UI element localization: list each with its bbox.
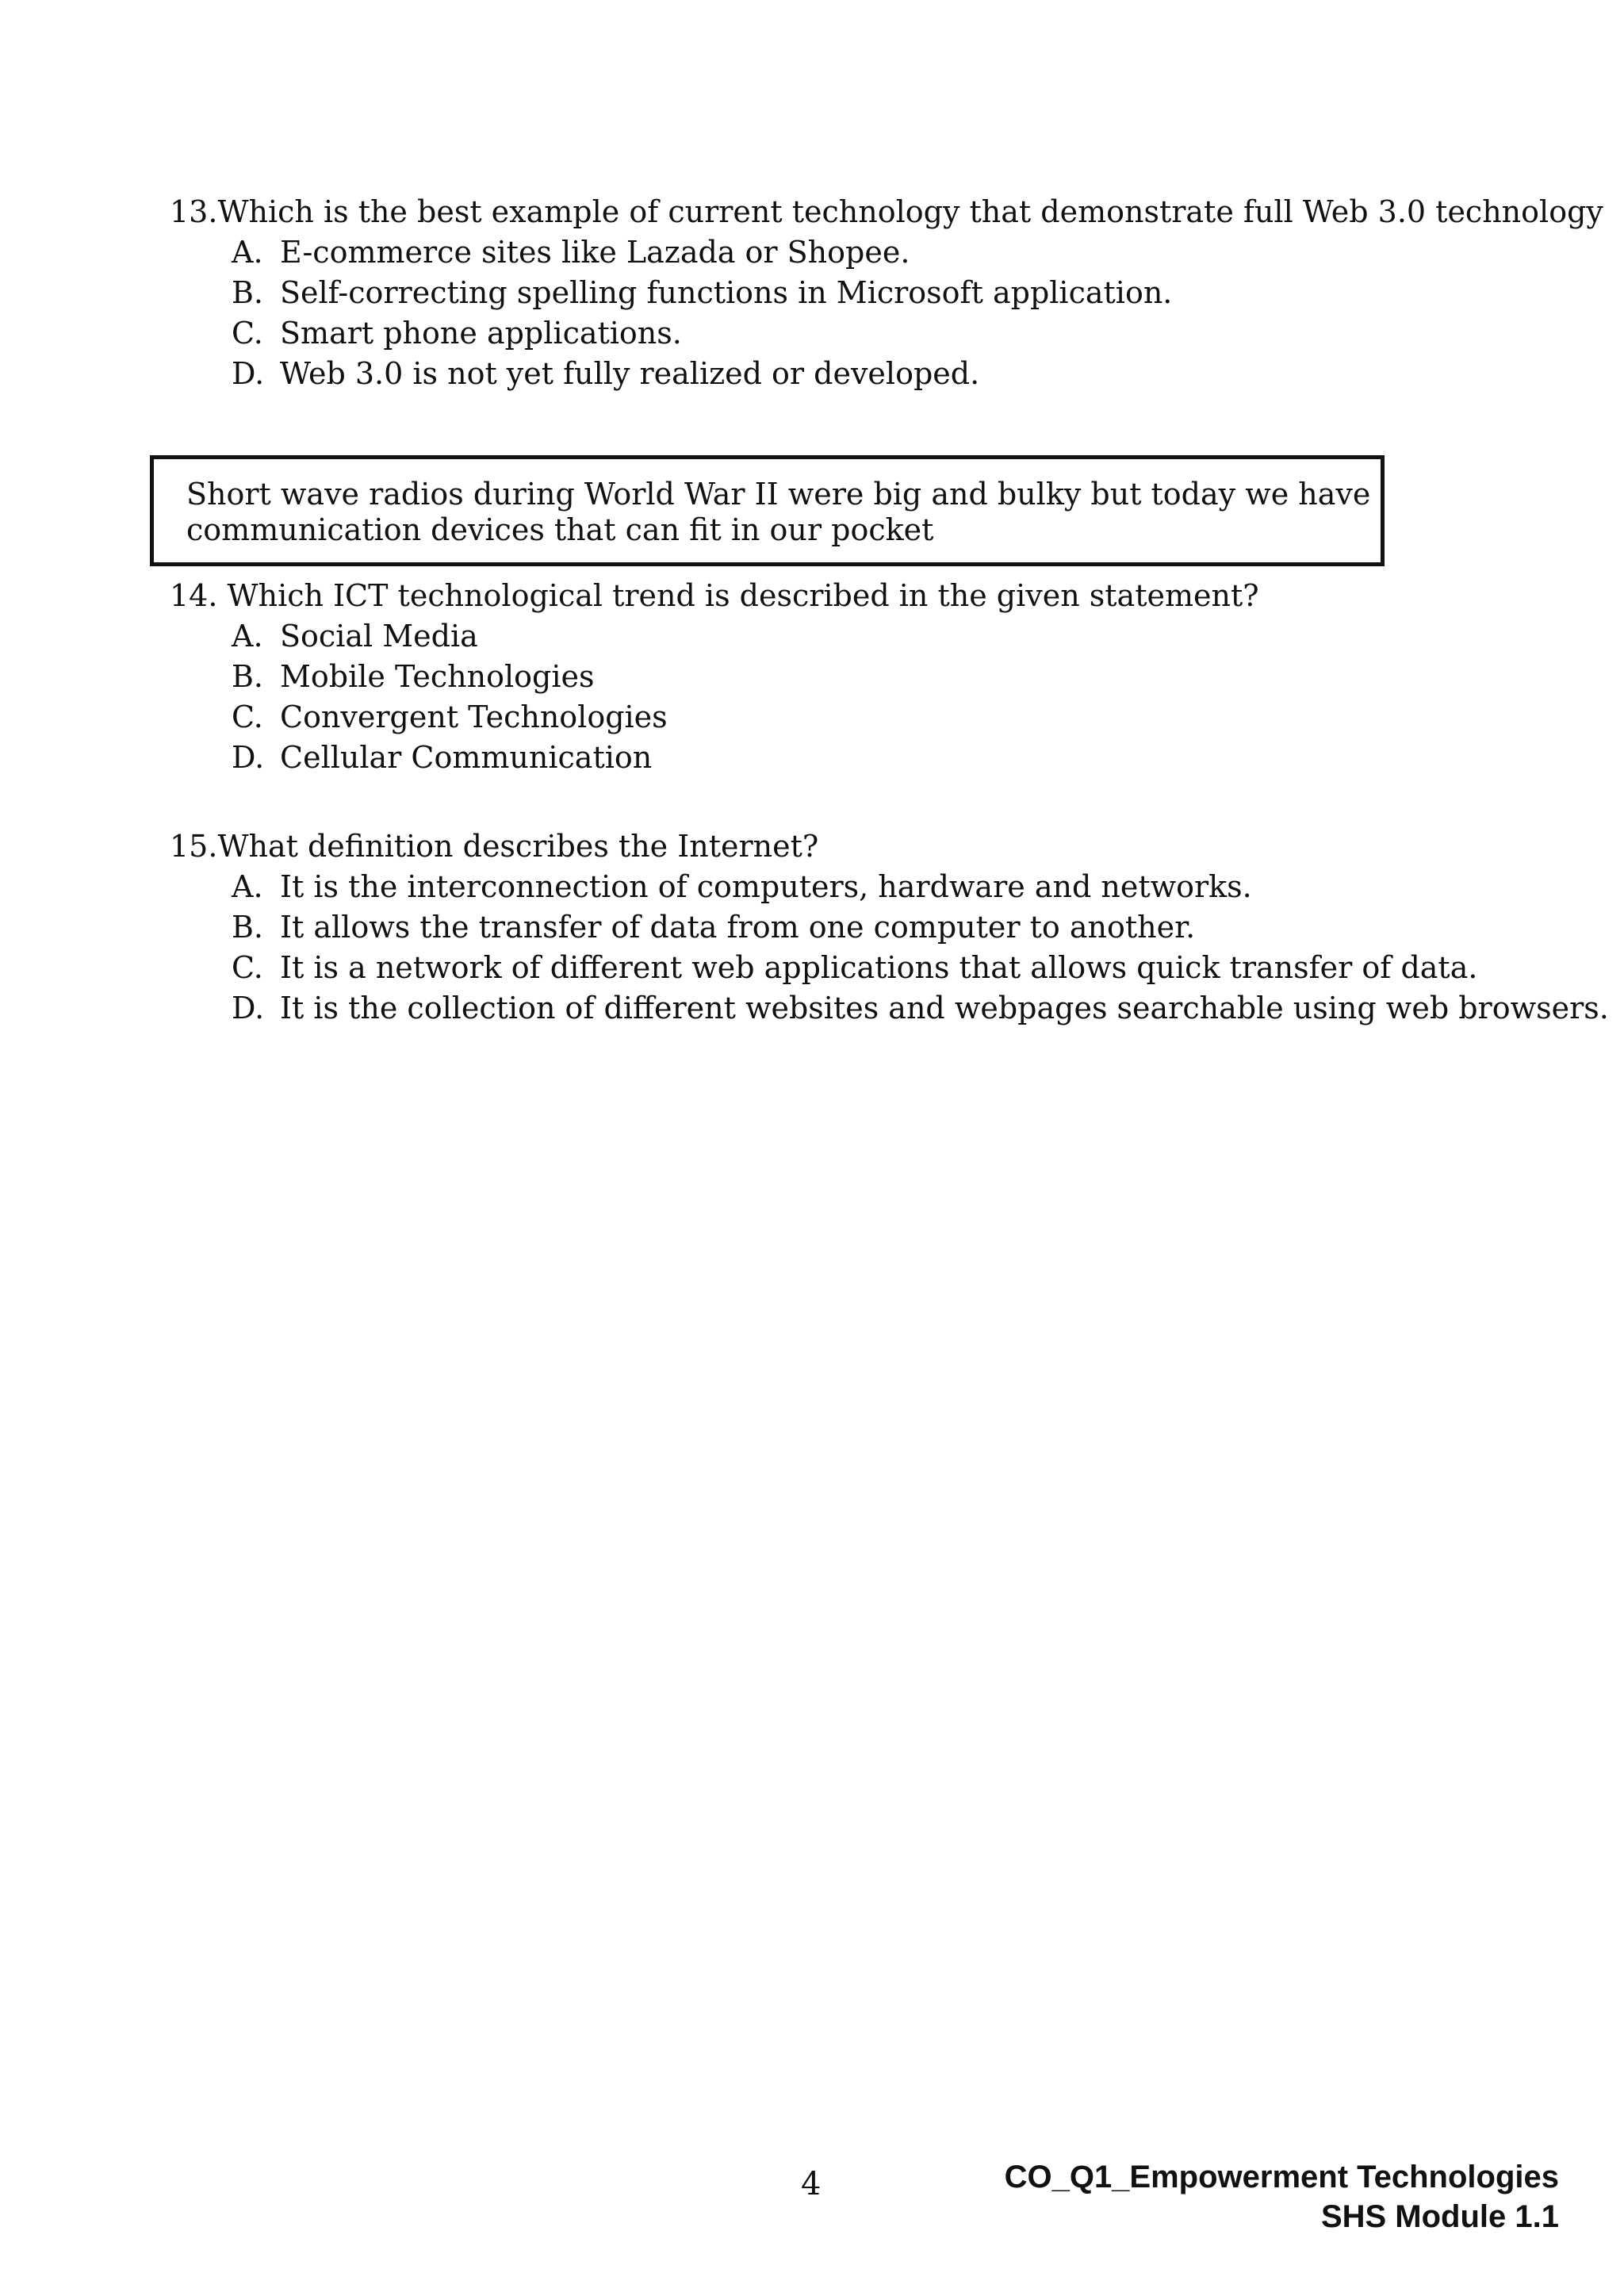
option-letter: B. [232,910,264,945]
statement-line-2: communication devices that can fit in our pocket [186,512,934,547]
option-b [170,907,1557,948]
question-stem [170,576,1557,616]
module-subtitle: SHS Module 1.1 [1320,2199,1559,2234]
option-text: Smart phone applications. [280,316,682,351]
option-a [170,616,1557,657]
option-text: It allows the transfer of data from one computer to another. [280,910,1196,945]
question-number: 14. [170,578,218,613]
question-15 [170,826,1609,1029]
option-letter: D. [232,991,265,1025]
option-b [170,273,1557,313]
option-text: Convergent Technologies [280,700,668,734]
question-text: Which is the best example of current technology that demonstrate full Web 3.0 technology [217,194,1603,229]
option-d [170,354,1557,394]
statement-line-1: Short wave radios during World War II were big and bulky but today we have [186,477,1371,512]
option-c [170,948,1557,988]
option-d [170,738,1557,778]
option-text: Social Media [280,619,478,654]
question-text: What definition describes the Internet? [217,829,819,864]
option-letter: D. [232,356,265,391]
option-b [170,657,1557,697]
option-c [170,313,1557,354]
question-stem [170,826,1557,867]
option-letter: B. [232,275,264,310]
question-stem [170,192,1603,232]
question-text: Which ICT technological trend is described in the given statement? [227,578,1259,613]
option-a [170,867,1557,907]
option-text: It is the interconnection of computers, hardware and networks. [280,869,1252,904]
module-title: CO_Q1_Empowerment Technologies [1004,2160,1559,2194]
option-letter: C. [232,950,263,985]
option-letter: A. [232,235,263,270]
options-list [170,867,1609,1029]
option-letter: A. [232,869,263,904]
option-letter: C. [232,316,263,351]
option-a [170,232,1557,273]
option-text: It is a network of different web applications that allows quick transfer of data. [280,950,1478,985]
option-letter: A. [232,619,263,654]
page-number: 4 [801,2166,822,2202]
option-text: E-commerce sites like Lazada or Shopee. [280,235,910,270]
option-letter: C. [232,700,263,734]
options-list [170,616,1557,778]
statement-box [150,455,1385,566]
option-c [170,697,1557,738]
question-13 [170,192,1603,394]
option-d [170,988,1609,1029]
question-number: 15. [170,829,218,864]
module-footer [1005,2157,1559,2237]
option-text: It is the collection of different websites and webpages searchable using web browsers. [280,991,1609,1025]
option-letter: B. [232,659,264,694]
option-text: Self-correcting spelling functions in Microsoft application. [280,275,1173,310]
option-letter: D. [232,740,265,775]
question-number: 13. [170,194,218,229]
option-text: Web 3.0 is not yet fully realized or developed. [280,356,980,391]
option-text: Cellular Communication [280,740,653,775]
question-14 [170,576,1557,778]
option-text: Mobile Technologies [280,659,595,694]
options-list [170,232,1557,394]
